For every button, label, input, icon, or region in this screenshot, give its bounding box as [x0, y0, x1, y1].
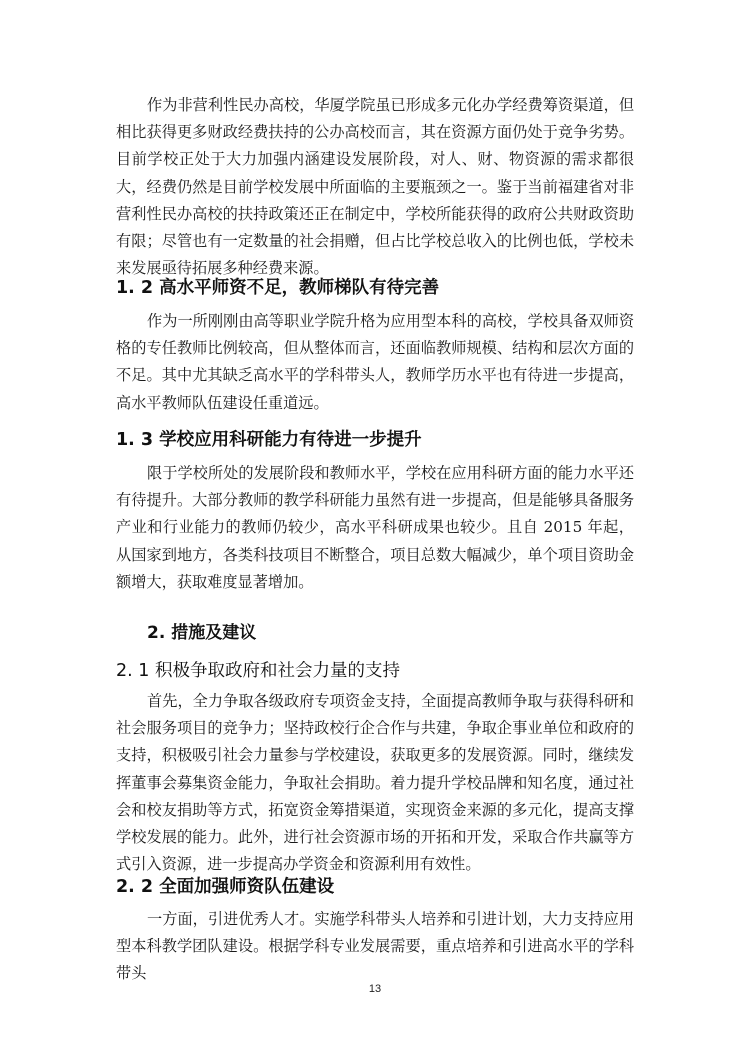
heading-2-measures: 2. 措施及建议	[147, 623, 257, 643]
paragraph-faculty-building: 一方面，引进优秀人才。实施学科带头人培养和引进计划，大力支持应用型本科教学团队建设。根据学科专业发展需要，重点培养和引进高水平的学科带头	[116, 910, 634, 983]
heading-2-2-faculty-building: 2. 2 全面加强师资队伍建设	[116, 877, 335, 897]
paragraph-faculty-shortage: 作为一所刚刚由高等职业学院升格为应用型本科的高校，学校具备双师资格的专任教师比例较高，但从整体而言，还面临教师规模、结构和层次方面的不足。其中尤其缺乏高水平的学科带头人，教师学历水平也有待进一步提高，高水平教师队伍建设任重道远。	[116, 312, 634, 412]
heading-1-3-research-capacity: 1. 3 学校应用科研能力有待进一步提升	[116, 430, 422, 450]
paragraph-government-support: 首先，全力争取各级政府专项资金支持，全面提高教师争取与获得科研和社会服务项目的竞争力；坚持政校行企合作与共建，争取企事业单位和政府的支持，积极吸引社会力量参与学校建设，获取更多的发展资源。同时，继续发挥董事会募集资金能力，争取社会捐助。着力提升学校品牌和知名度，通过社会和校友捐助等方式，拓宽资金筹措渠道，实现资金来源的多元化，提高支撑学校发展的能力。此外，进行社会资源市场的开拓和开发，采取合作共赢等方式引入资源，进一步提高办学资金和资源利用有效性。	[116, 692, 634, 874]
heading-2-1-government-support: 2. 1 积极争取政府和社会力量的支持	[116, 661, 400, 681]
heading-1-2-faculty-shortage: 1. 2 高水平师资不足，教师梯队有待完善	[116, 278, 440, 298]
paragraph-research-capacity: 限于学校所处的发展阶段和教师水平，学校在应用科研方面的能力水平还有待提升。大部分教师的教学科研能力虽然有进一步提高，但是能够具备服务产业和行业能力的教师仍较少，高水平科研成果也较少。且自 2015 年起，从国家到地方，各类科技项目不断整合，项目总数大幅减少，单个项目资助金额增大，获取难度显著增加。	[116, 464, 634, 591]
page-number: 13	[368, 983, 382, 995]
paragraph-funding-disadvantage: 作为非营利性民办高校，华厦学院虽已形成多元化办学经费筹资渠道，但相比获得更多财政经费扶持的公办高校而言，其在资源方面仍处于竞争劣势。目前学校正处于大力加强内涵建设发展阶段，对人、财、物资源的需求都很大，经费仍然是目前学校发展中所面临的主要瓶颈之一。鉴于当前福建省对非营利性民办高校的扶持政策还正在制定中，学校所能获得的政府公共财政资助有限；尽管也有一定数量的社会捐赠，但占比学校总收入的比例也低，学校未来发展亟待拓展多种经费来源。	[116, 96, 634, 278]
